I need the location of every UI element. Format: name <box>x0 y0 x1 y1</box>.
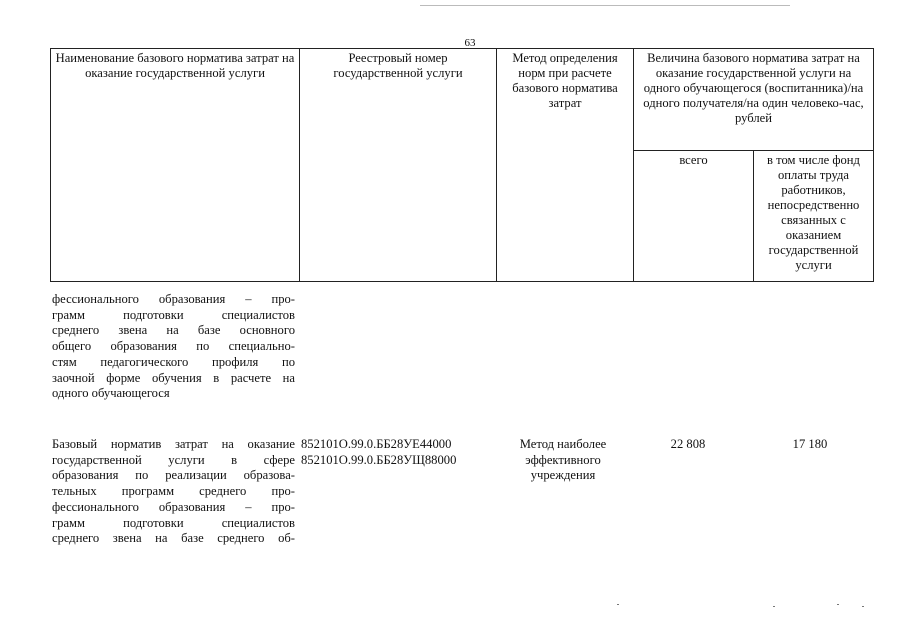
continued-row-name <box>52 292 295 402</box>
text-line: Базовый норматив затрат на оказание <box>52 437 295 451</box>
text-line: фессионального образования – про- <box>52 292 295 306</box>
scan-speck <box>773 606 775 607</box>
row-payroll: 17 180 <box>792 437 828 451</box>
header-name: Наименование базового норматива затрат на оказание государственной услуги <box>51 49 300 282</box>
text-line: одного обучающегося <box>52 386 170 401</box>
row-total: 22 808 <box>670 437 706 451</box>
header-norm-value: Величина базового норматива затрат на оказание государственной услуги на одного обучающегося (воспитанника)/на одного получателя/на один человеко-час, рублей <box>634 49 874 151</box>
row-name <box>52 437 295 547</box>
text-line: грамм подготовки специалистов <box>52 515 295 530</box>
text-line: заочной форме обучения в расчете на <box>52 370 295 385</box>
scan-speck <box>617 604 619 605</box>
text-line: государственной услуги в сфере <box>52 452 295 467</box>
text-line: образования по реализации образова- <box>52 468 295 483</box>
row-method: Метод наиболее эффективного учреждения <box>519 437 607 483</box>
table-header <box>50 48 874 282</box>
registry-number: 852101О.99.0.ББ28УЕ44000 <box>301 437 452 451</box>
text-line: фессионального образования – про- <box>52 499 295 514</box>
text-line: грамм подготовки специалистов <box>52 307 295 322</box>
text-line: стям педагогического профиля по <box>52 354 295 369</box>
text-line: тельных программ среднего про- <box>52 484 295 499</box>
scan-speck <box>837 604 839 605</box>
row-registry-numbers <box>301 437 497 468</box>
text-line: среднего звена на базе среднего об- <box>52 531 295 546</box>
scan-speck <box>862 606 864 607</box>
header-total: всего <box>634 151 754 282</box>
header-payroll: в том числе фонд оплаты труда работников, непосредственно связанных с оказанием государственной услуги <box>754 151 874 282</box>
text-line: среднего звена на базе основного <box>52 323 295 338</box>
header-registry-number: Реестровый номер государственной услуги <box>300 49 497 282</box>
scan-top-rule <box>420 5 790 6</box>
registry-number: 852101О.99.0.ББ28УЩ88000 <box>301 452 457 467</box>
header-method: Метод определения норм при расчете базового норматива затрат <box>497 49 634 282</box>
page-number: 63 <box>464 37 476 49</box>
text-line: общего образования по специально- <box>52 339 295 354</box>
